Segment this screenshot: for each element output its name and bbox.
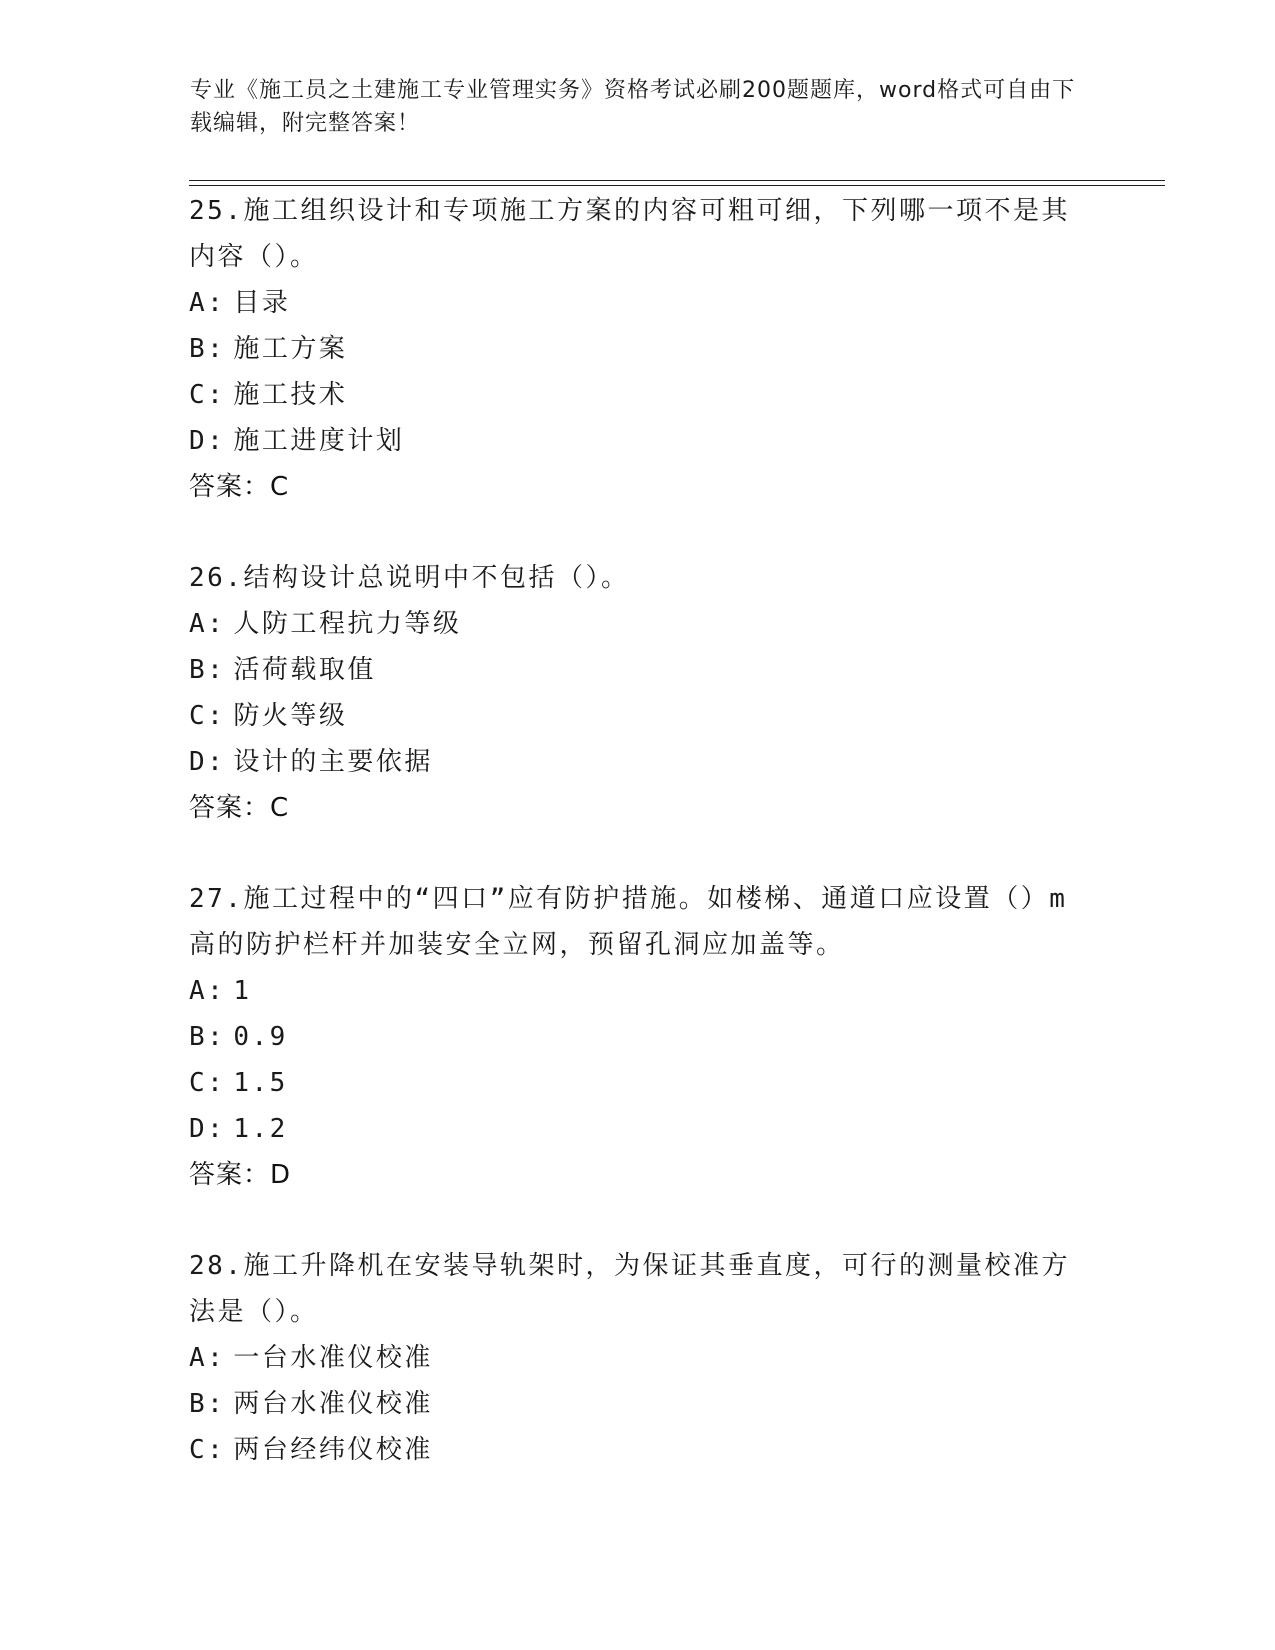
- answer-line: 答案：C: [189, 793, 290, 823]
- option-key: D:: [189, 1114, 226, 1144]
- option-c: [189, 693, 1089, 739]
- header-rule-top: [189, 180, 1165, 181]
- option-text: 施工方案: [233, 334, 348, 364]
- answer-line: 答案：D: [189, 1160, 292, 1190]
- option-key: B:: [189, 655, 226, 685]
- answer-line: 答案：C: [189, 472, 290, 502]
- option-a: [189, 280, 1089, 326]
- option-text: 1: [233, 976, 252, 1006]
- option-key: C:: [189, 380, 226, 410]
- question-stem: 28.施工升降机在安装导轨架时，为保证其垂直度，可行的测量校准方法是（）。: [189, 1251, 1070, 1327]
- option-c: [189, 372, 1089, 418]
- option-key: B:: [189, 334, 226, 364]
- question-stem: 25.施工组织设计和专项施工方案的内容可粗可细，下列哪一项不是其内容（）。: [189, 196, 1070, 272]
- option-key: B:: [189, 1389, 226, 1419]
- option-key: C:: [189, 1435, 226, 1465]
- option-text: 0.9: [233, 1022, 288, 1052]
- option-key: B:: [189, 1022, 226, 1052]
- question-list: [189, 188, 1089, 1473]
- option-key: A:: [189, 609, 226, 639]
- option-b: [189, 647, 1089, 693]
- option-text: 一台水准仪校准: [233, 1343, 433, 1373]
- option-key: C:: [189, 701, 226, 731]
- option-a: [189, 601, 1089, 647]
- option-text: 1.5: [233, 1068, 288, 1098]
- option-d: [189, 739, 1089, 785]
- option-a: [189, 968, 1089, 1014]
- option-b: [189, 1014, 1089, 1060]
- document-header: 专业《施工员之土建施工专业管理实务》资格考试必刷200题题库，word格式可自由下载编辑，附完整答案！: [190, 78, 1076, 136]
- option-key: D:: [189, 747, 226, 777]
- option-c: [189, 1060, 1089, 1106]
- option-text: 施工进度计划: [233, 426, 405, 456]
- option-key: C:: [189, 1068, 226, 1098]
- option-text: 两台水准仪校准: [233, 1389, 433, 1419]
- option-b: [189, 1381, 1089, 1427]
- option-key: A:: [189, 288, 226, 318]
- option-d: [189, 1106, 1089, 1152]
- question-25: [189, 188, 1089, 510]
- option-text: 目录: [233, 288, 291, 318]
- option-text: 施工技术: [233, 380, 348, 410]
- option-text: 防火等级: [233, 701, 348, 731]
- header-rule-bottom: [189, 185, 1165, 186]
- question-28: [189, 1243, 1089, 1473]
- option-key: D:: [189, 426, 226, 456]
- option-text: 两台经纬仪校准: [233, 1435, 433, 1465]
- option-d: [189, 418, 1089, 464]
- question-stem: 27.施工过程中的“四口”应有防护措施。如楼梯、通道口应设置（）m高的防护栏杆并加装安全立网，预留孔洞应加盖等。: [189, 884, 1068, 960]
- option-b: [189, 326, 1089, 372]
- option-key: A:: [189, 976, 226, 1006]
- option-text: 人防工程抗力等级: [233, 609, 462, 639]
- option-key: A:: [189, 1343, 226, 1373]
- option-text: 设计的主要依据: [233, 747, 433, 777]
- option-c: [189, 1427, 1089, 1473]
- option-text: 活荷载取值: [233, 655, 376, 685]
- question-26: [189, 555, 1089, 831]
- option-a: [189, 1335, 1089, 1381]
- question-27: [189, 876, 1089, 1198]
- question-stem: 26.结构设计总说明中不包括（）。: [189, 563, 630, 593]
- option-text: 1.2: [233, 1114, 288, 1144]
